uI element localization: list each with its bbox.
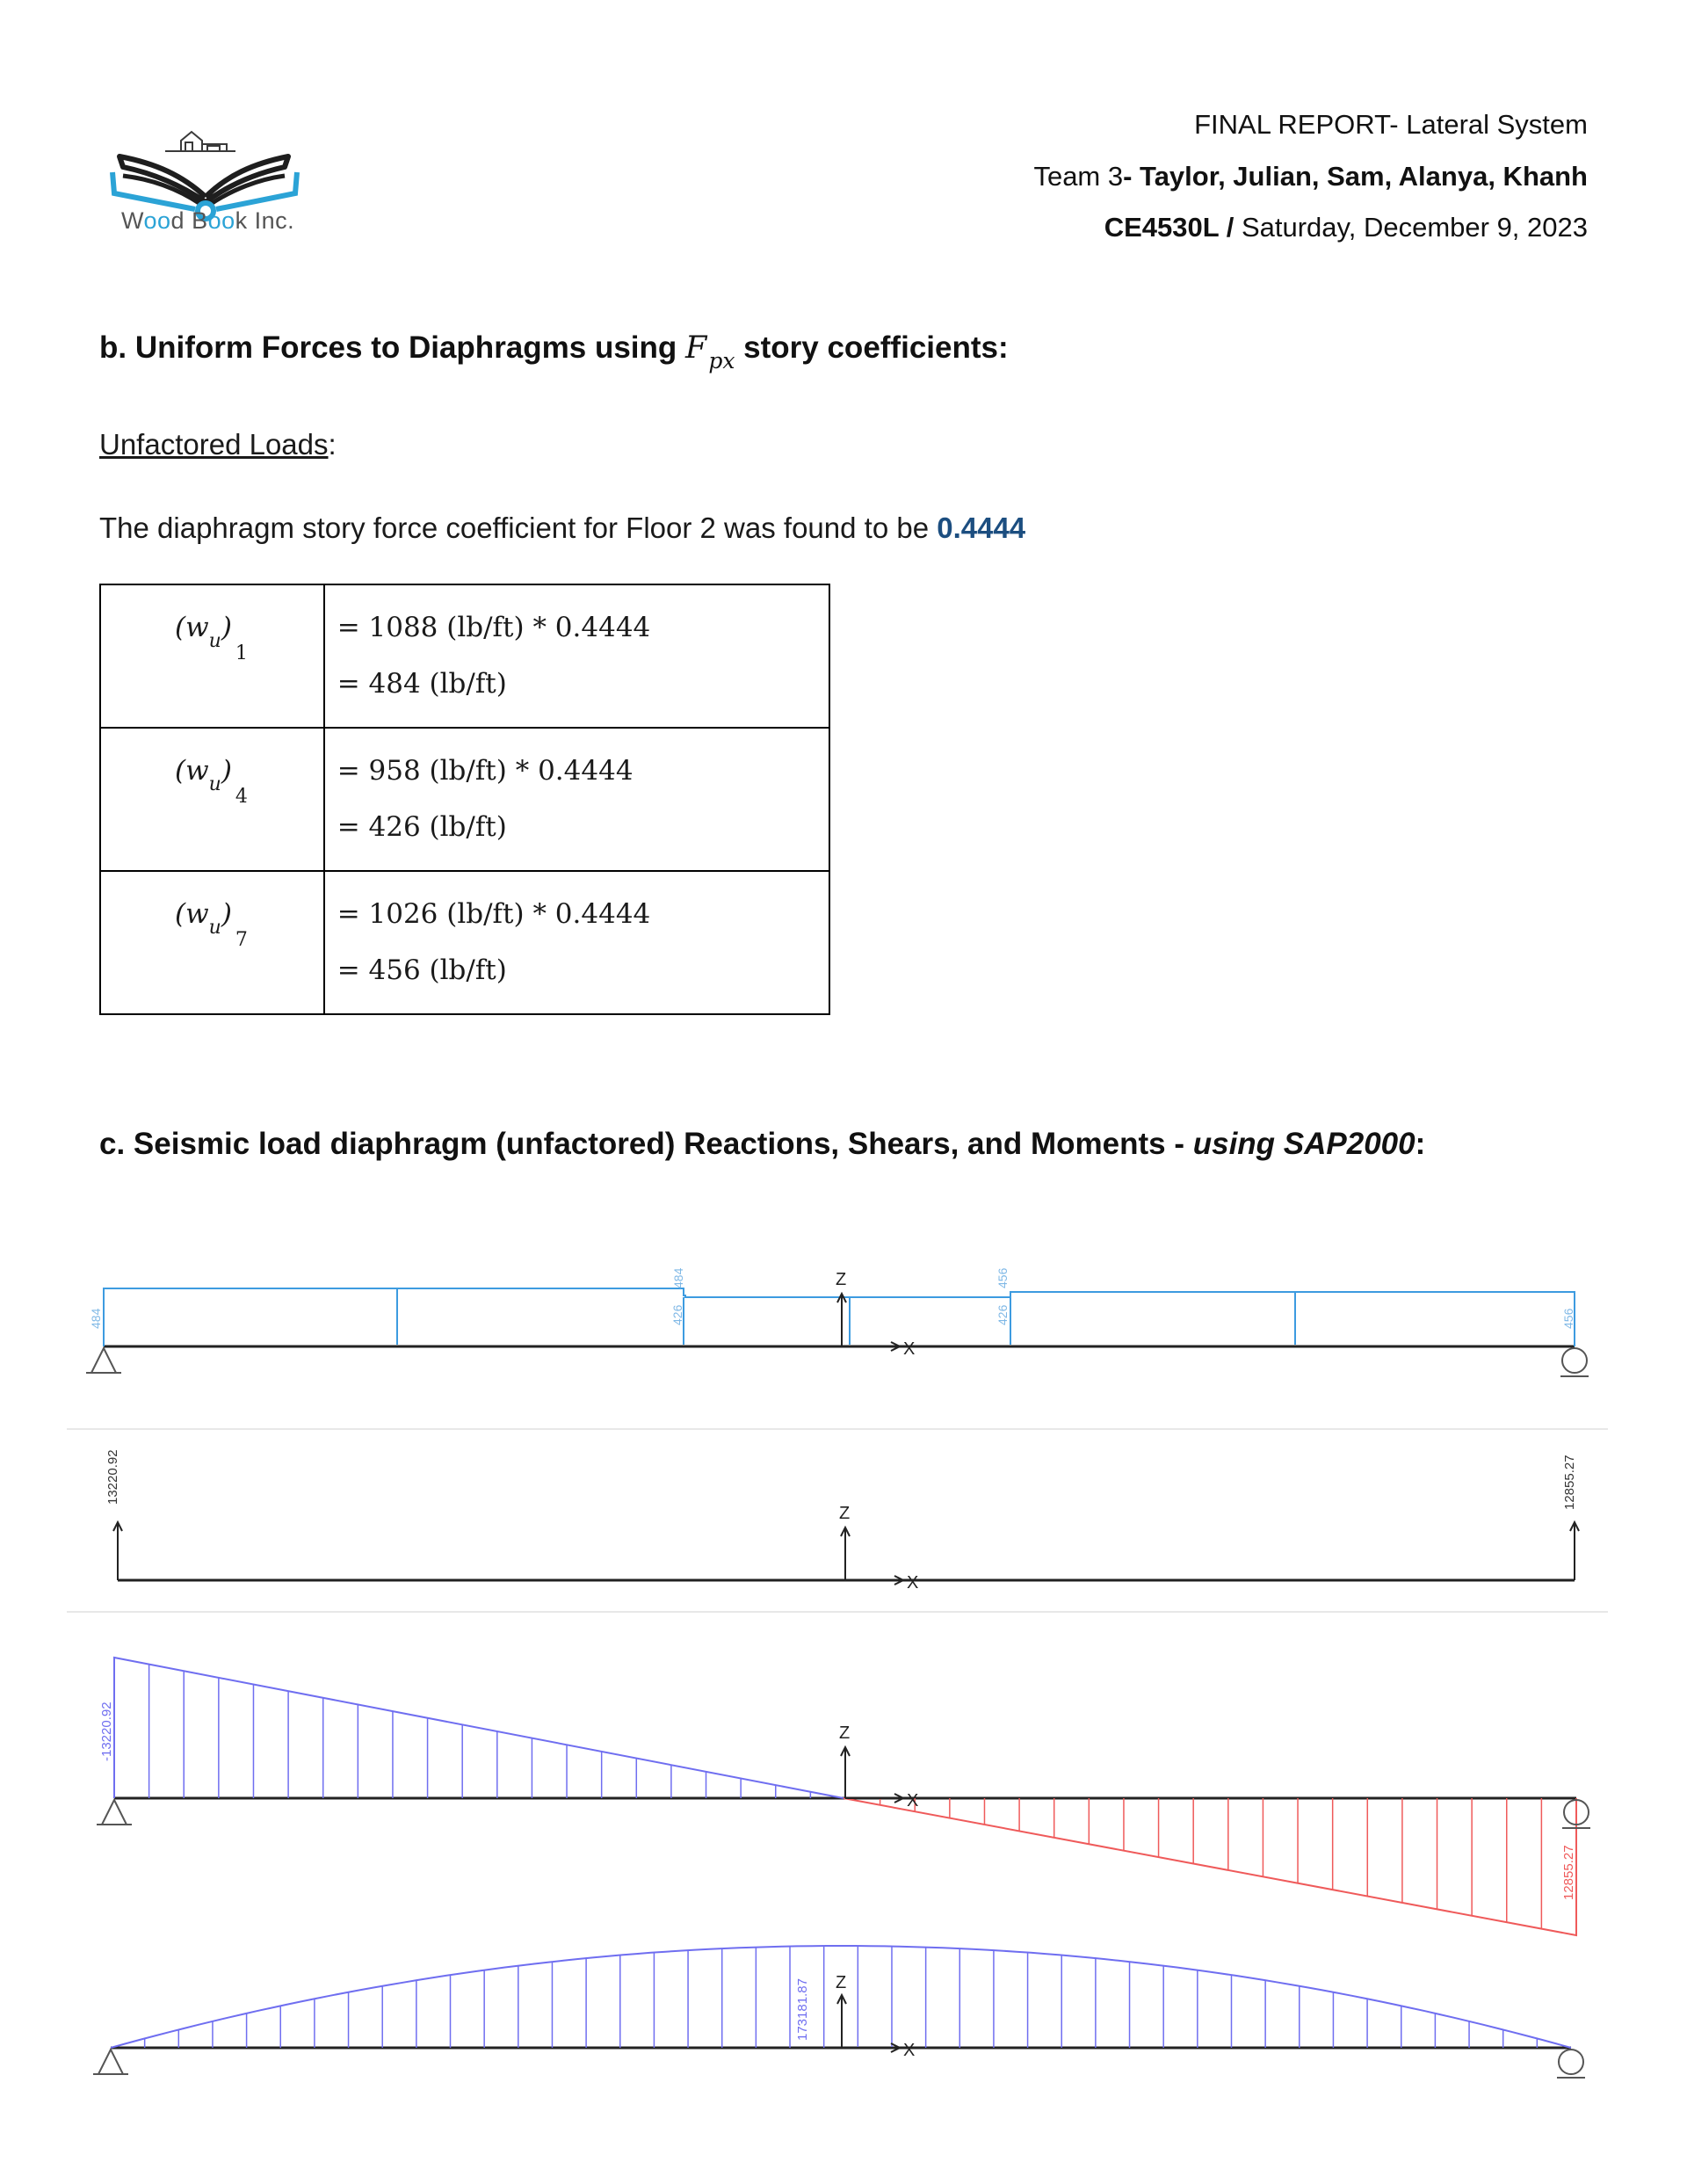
axis-indicator xyxy=(837,1995,900,2052)
pin-support xyxy=(97,1800,132,1825)
unfactored-loads-label: Unfactored Loads: xyxy=(99,428,337,461)
equation-cell: = 1026 (lb/ft) * 0.4444 = 456 (lb/ft) xyxy=(324,871,829,1014)
pin-support xyxy=(86,1348,121,1373)
moment-diagram xyxy=(93,1946,1585,2078)
z-axis-label: Z xyxy=(836,1973,847,1992)
equation-cell: = 1088 (lb/ft) * 0.4444 = 484 (lb/ft) xyxy=(324,584,829,728)
x-axis-label: X xyxy=(907,1573,919,1593)
shear-negative-outline xyxy=(844,1798,1576,1935)
shear-left-label: -13220.92 xyxy=(99,1701,114,1761)
roller-support xyxy=(1560,1348,1589,1376)
load-label: 456 xyxy=(996,1267,1010,1288)
reactions-diagram xyxy=(105,1449,1579,1593)
section-b-heading: b. Uniform Forces to Diaphragms using $F_{px}$ story coefficients: xyxy=(99,330,1009,374)
load-label: 484 xyxy=(89,1308,103,1329)
coefficient-sentence: The diaphragm story force coefficient for Floor 2 was found to be 0.4444 xyxy=(99,512,1026,544)
roller-support xyxy=(1557,2050,1585,2078)
pin-support xyxy=(93,2050,128,2074)
reaction-right-label: 12855.27 xyxy=(1562,1455,1577,1510)
load-label: 426 xyxy=(670,1304,684,1325)
x-axis-label: X xyxy=(907,1791,919,1810)
load-label: 484 xyxy=(671,1267,685,1288)
z-axis-label: Z xyxy=(839,1723,851,1743)
x-axis-label: X xyxy=(903,2041,916,2060)
course-date-line: CE4530L / Saturday, December 9, 2023 xyxy=(1104,212,1588,243)
coefficient-value: 0.4444 xyxy=(937,512,1026,544)
symbol-cell: $(w_u)_4$ xyxy=(100,728,324,871)
z-axis-label: Z xyxy=(839,1504,851,1523)
z-axis-label: Z xyxy=(836,1270,847,1289)
load-label: 426 xyxy=(996,1304,1010,1325)
report-title: FINAL REPORT- Lateral System xyxy=(1194,109,1588,140)
team-line: Team 3- Taylor, Julian, Sam, Alanya, Khanh xyxy=(1033,161,1588,192)
section-c-heading: c. Seismic load diaphragm (unfactored) Reactions, Shears, and Moments - using SAP2000: xyxy=(99,1127,1426,1161)
load-diagram xyxy=(86,1267,1589,1376)
axis-indicator xyxy=(841,1747,903,1803)
moment-max-label: 173181.87 xyxy=(795,1978,810,2041)
symbol-cell: $(w_u)_7$ xyxy=(100,871,324,1014)
axis-indicator xyxy=(837,1294,900,1351)
shear-diagram xyxy=(97,1658,1590,1935)
reaction-left-label: 13220.92 xyxy=(105,1449,120,1505)
logo-text: Wood Book Inc. xyxy=(121,207,295,234)
shear-right-label: 12855.27 xyxy=(1561,1845,1576,1900)
equation-cell: = 958 (lb/ft) * 0.4444 = 426 (lb/ft) xyxy=(324,728,829,871)
x-axis-label: X xyxy=(903,1339,916,1359)
load-label: 456 xyxy=(1561,1308,1575,1329)
symbol-cell: $(w_u)_1$ xyxy=(100,584,324,728)
shear-positive-outline xyxy=(114,1658,844,1798)
